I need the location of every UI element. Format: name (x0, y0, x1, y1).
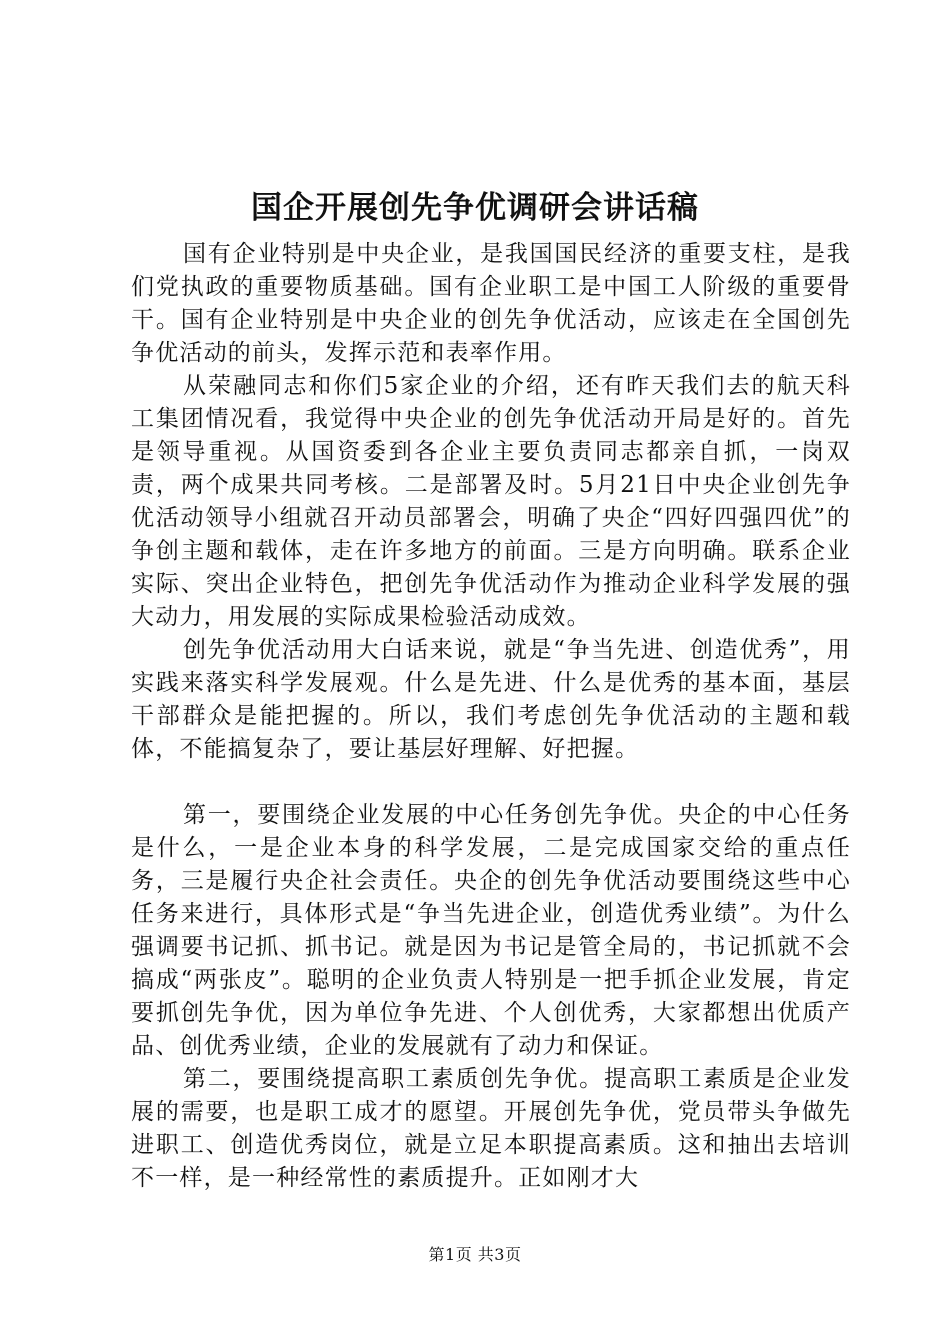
paragraph-2: 从荣融同志和你们5家企业的介绍，还有昨天我们去的航天科工集团情况看，我觉得中央企业的创先争优活动开局是好的。首先是领导重视。从国资委到各企业主要负责同志都亲自抓，一岗双责，两个成果共同考核。二是部署及时。5月21日中央企业创先争优活动领导小组就召开动员部署会，明确了央企“四好四强四优”的争创主题和载体，走在许多地方的前面。三是方向明确。联系企业实际、突出企业特色，把创先争优活动作为推动企业科学发展的强大动力，用发展的实际成果检验活动成效。 (131, 373, 851, 630)
paragraph-3: 创先争优活动用大白话来说，就是“争当先进、创造优秀”，用实践来落实科学发展观。什么是先进、什么是优秀的基本面，基层干部群众是能把握的。所以，我们考虑创先争优活动的主题和载体，不能搞复杂了，要让基层好理解、好把握。 (131, 637, 851, 762)
document-body (131, 238, 851, 1195)
paragraph-5: 第二，要围绕提高职工素质创先争优。提高职工素质是企业发展的需要，也是职工成才的愿望。开展创先争优，党员带头争做先进职工、创造优秀岗位，就是立足本职提高素质。这和抽出去培训不一样，是一种经常性的素质提升。正如刚才大 (131, 1066, 851, 1191)
page-number: 第1页 共3页 (428, 1245, 522, 1264)
document-title: 国企开展创先争优调研会讲话稿 (251, 190, 699, 226)
paragraph-spacer (131, 766, 851, 799)
paragraph-1: 国有企业特别是中央企业，是我国国民经济的重要支柱，是我们党执政的重要物质基础。国有企业职工是中国工人阶级的重要骨干。国有企业特别是中央企业的创先争优活动，应该走在全国创先争优活动的前头，发挥示范和表率作用。 (131, 241, 851, 366)
paragraph-4: 第一，要围绕企业发展的中心任务创先争优。央企的中心任务是什么，一是企业本身的科学发展，二是完成国家交给的重点任务，三是履行央企社会责任。央企的创先争优活动要围绕这些中心任务来进行，具体形式是“争当先进企业，创造优秀业绩”。为什么强调要书记抓、抓书记。就是因为书记是管全局的，书记抓就不会搞成“两张皮”。聪明的企业负责人特别是一把手抓企业发展，肯定要抓创先争优，因为单位争先进、个人创优秀，大家都想出优质产品、创优秀业绩，企业的发展就有了动力和保证。 (131, 802, 851, 1059)
